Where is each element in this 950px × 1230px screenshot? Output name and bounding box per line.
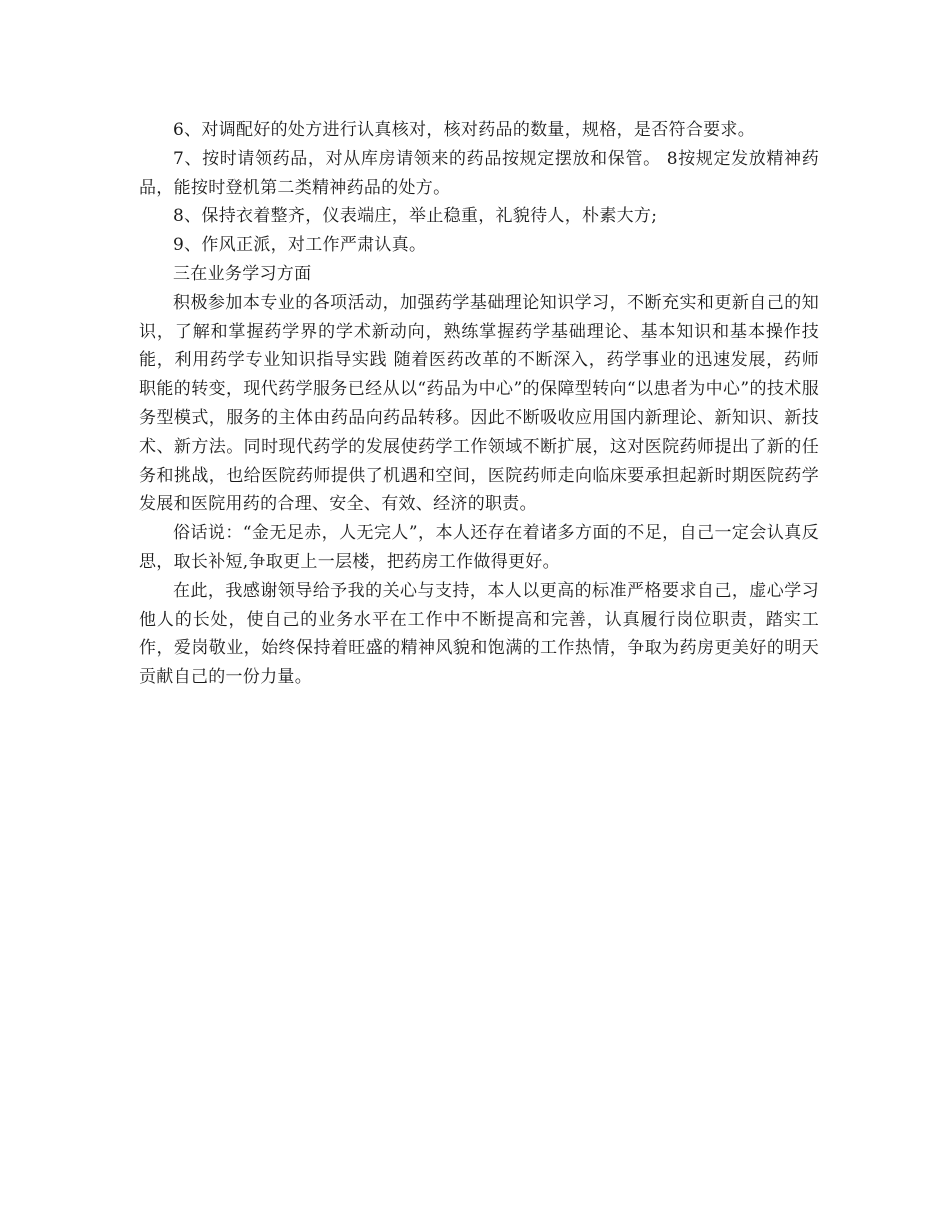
section-heading: 三在业务学习方面: [173, 263, 312, 284]
paragraph-item-7: 7、按时请领药品，对从库房请领来的药品按规定摆放和保管。 8按规定发放精神药品，能按时登机第二类精神药品的处方。: [139, 148, 819, 198]
paragraph-study: 积极参加本专业的各项活动，加强药学基础理论知识学习，不断充实和更新自己的知识，了解和掌握药学界的学术新动向，熟练掌握药学基础理论、基本知识和基本操作技能，利用药学专业知识指导实践 随着医药改革的不断深入，药学事业的迅速发展，药师职能的转变，现代药学服务已经从以“药品为中心”的保障型转向“以患者为中心”的技术服务型模式，服务的主体由药品向药品转移。因此不断吸收应用国内新理论、新知识、新技术、新方法。同时现代药学的发展使药学工作领域不断扩展，这对医院药师提出了新的任务和挑战，也给医院药师提供了机遇和空间，医院药师走向临床要承担起新时期医院药学发展和医院用药的合理、安全、有效、经济的职责。: [139, 292, 819, 515]
paragraph-item-8: 8、保持衣着整齐，仪表端庄，举止稳重，礼貌待人，朴素大方;: [173, 206, 658, 227]
document-body: [139, 116, 819, 692]
paragraph-item-9: 9、作风正派，对工作严肃认真。: [173, 235, 427, 256]
paragraph-item-6: 6、对调配好的处方进行认真核对，核对药品的数量，规格，是否符合要求。: [173, 120, 756, 140]
paragraph-closing: 在此，我感谢领导给予我的关心与支持，本人以更高的标准严格要求自己，虚心学习他人的长处，使自己的业务水平在工作中不断提高和完善，认真履行岗位职责，踏实工作，爱岗敬业，始终保持着旺盛的精神风貌和饱满的工作热情，争取为药房更美好的明天贡献自己的一份力量。: [139, 580, 819, 688]
paragraph-proverb: 俗话说：“金无足赤，人无完人”，本人还存在着诸多方面的不足，自己一定会认真反思，取长补短,争取更上一层楼，把药房工作做得更好。: [139, 523, 819, 572]
